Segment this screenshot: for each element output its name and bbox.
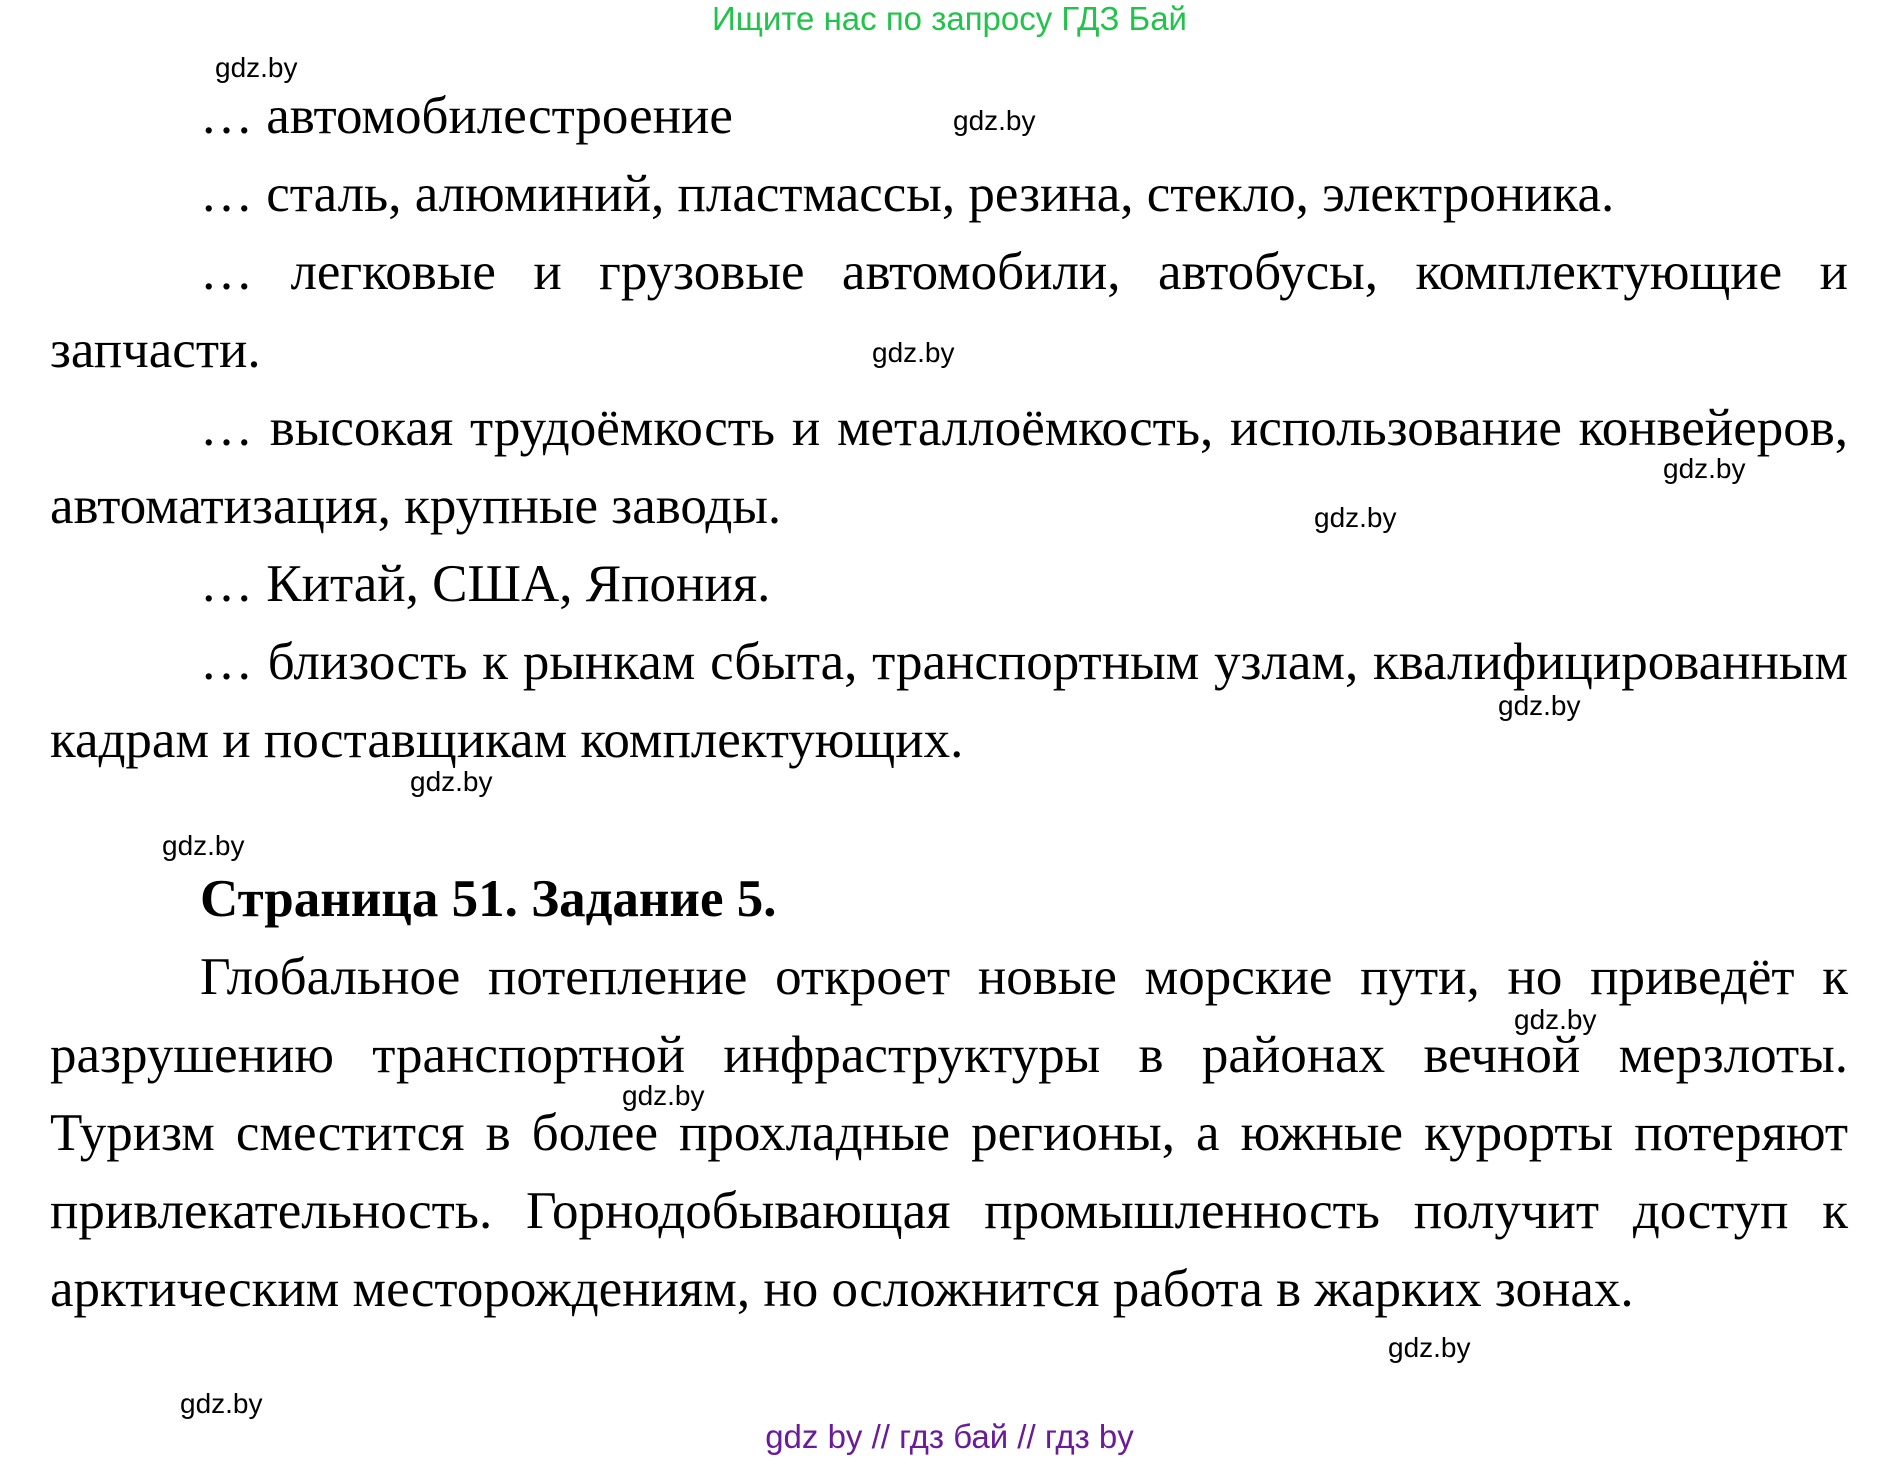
watermark: gdz.by: [162, 830, 245, 861]
watermark: gdz.by: [180, 1388, 263, 1419]
watermark: gdz.by: [1498, 690, 1581, 721]
watermark: gdz.by: [1314, 502, 1397, 533]
answer-line-features: … высокая трудоёмкость и металлоёмкость, использование конвейеров, автоматизация, крупные заводы.: [50, 399, 1848, 535]
task-answer-paragraph: Глобальное потепление откроет новые морские пути, но приведёт к разрушению транспортной инфраструктуры в районах вечной мерзлоты. Туризм сместится в более прохладные регионы, а южные курорты потеряют привлекательность. Горнодобывающая промышленность получит доступ к арктическим месторождениям, но осложнится работа в жарких зонах.: [50, 948, 1848, 1318]
answer-line-products: … легковые и грузовые автомобили, автобусы, комплектующие и запчасти.: [50, 243, 1848, 379]
answer-line-industry: … автомобилестроение: [200, 87, 733, 145]
answer-line-location-factors: … близость к рынкам сбыта, транспортным узлам, квалифицированным кадрам и поставщикам комплектующих.: [50, 633, 1848, 769]
watermark: gdz.by: [1514, 1004, 1597, 1035]
answer-line-materials: … сталь, алюминий, пластмассы, резина, стекло, электроника.: [200, 165, 1615, 223]
task-heading: Страница 51. Задание 5.: [200, 870, 777, 928]
watermark: gdz.by: [953, 105, 1036, 136]
search-hint-banner: Ищите нас по запросу ГДЗ Бай: [712, 0, 1187, 37]
watermark: gdz.by: [1663, 453, 1746, 484]
watermark: gdz.by: [410, 766, 493, 797]
answer-line-countries: … Китай, США, Япония.: [200, 555, 771, 613]
watermark: gdz.by: [215, 52, 298, 83]
watermark: gdz.by: [622, 1080, 705, 1111]
watermark: gdz.by: [1388, 1332, 1471, 1363]
watermark: gdz.by: [872, 337, 955, 368]
footer-links: gdz by // гдз бай // гдз by: [765, 1418, 1134, 1455]
